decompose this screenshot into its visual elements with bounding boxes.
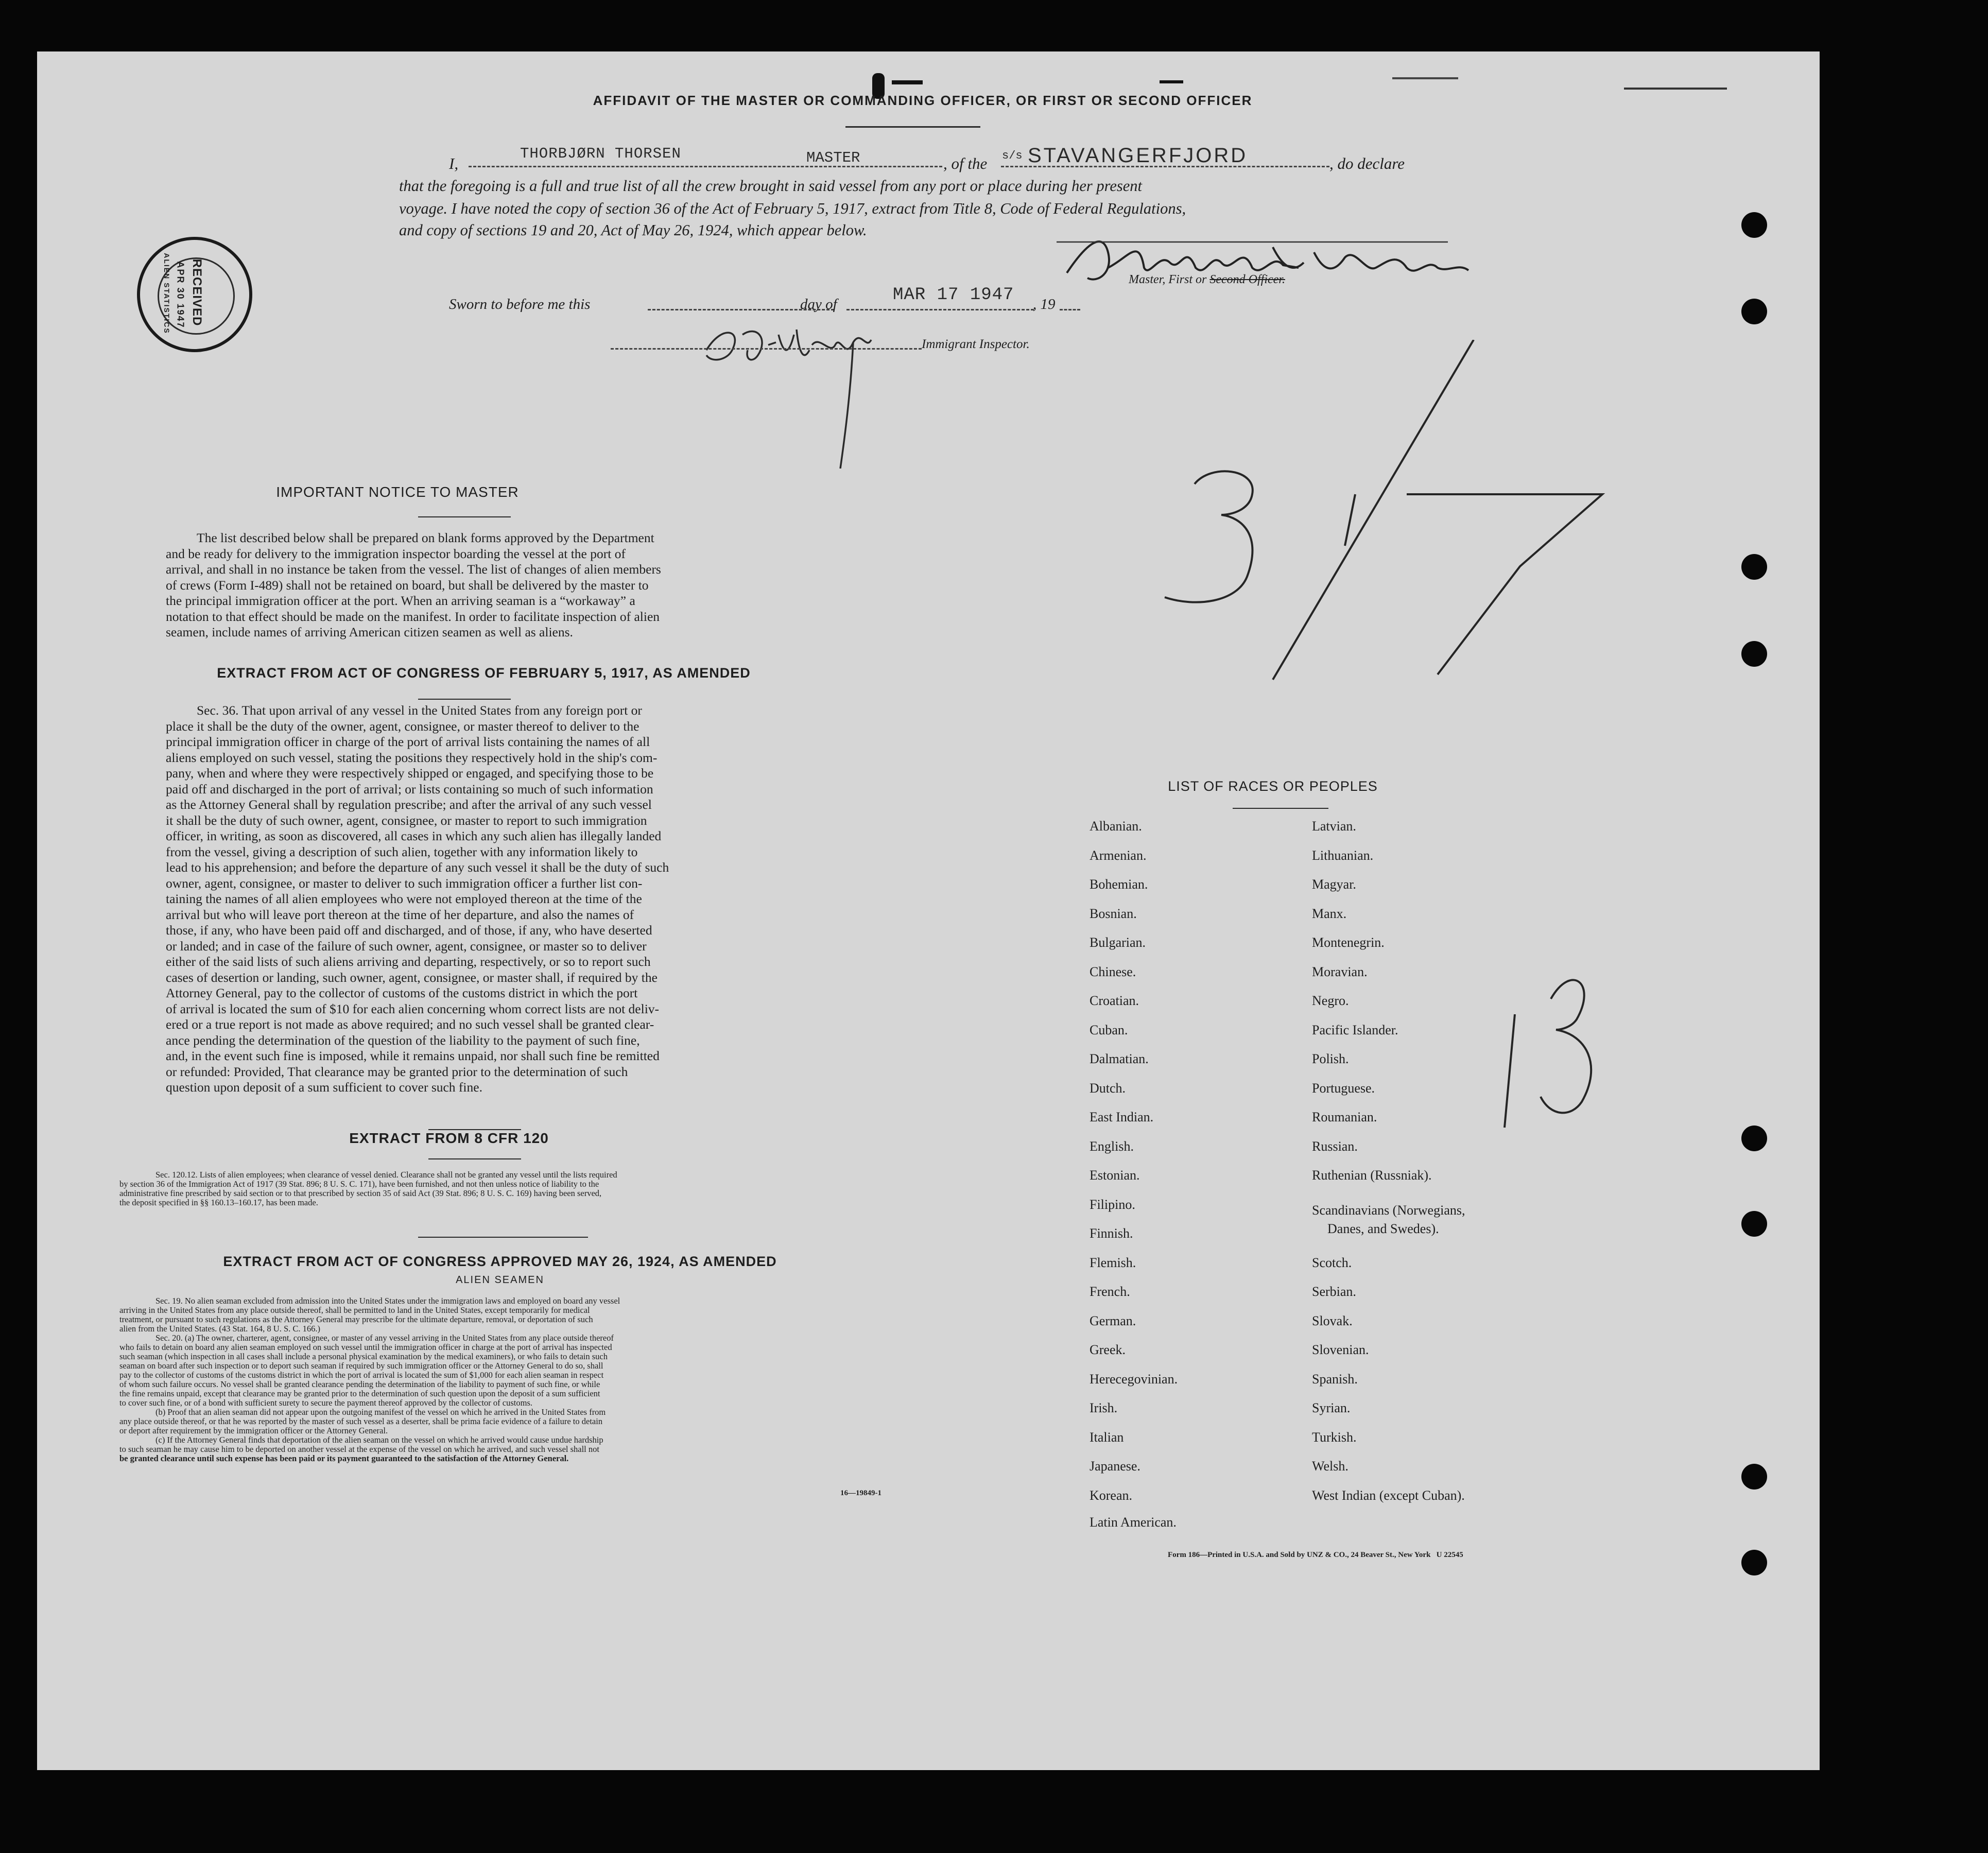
extract-1917-body — [166, 703, 802, 1096]
race-item: Slovak. — [1312, 1313, 1353, 1328]
extract-1924-line: alien from the United States. (43 Stat. 164, 8 U. S. C. 166.) — [119, 1324, 320, 1334]
scan-mark — [1624, 88, 1727, 90]
extract-1924-body — [119, 1296, 880, 1463]
extract-1917-line: it shall be the duty of such owner, agent, consignee, or master to report to such immigration — [166, 812, 647, 828]
cfr-rule — [428, 1158, 521, 1159]
race-item: Bulgarian. — [1090, 935, 1146, 950]
title-rule — [845, 126, 980, 128]
extract-1924-line: or deport after requirement by the immigration officer or the Attorney General. — [119, 1426, 388, 1435]
of-the-label: , of the — [943, 154, 988, 172]
race-item: Magyar. — [1312, 877, 1356, 892]
inspector-signature — [676, 314, 943, 469]
extract-1924-line: seaman on board after such inspection or to deport such seaman if required by such immigration officer or the Attorney General to do so, shall — [119, 1361, 603, 1371]
race-item: Greek. — [1090, 1342, 1126, 1357]
extract-1917-rule — [418, 699, 511, 700]
race-item: West Indian (except Cuban). — [1312, 1488, 1465, 1503]
notice-title: IMPORTANT NOTICE TO MASTER — [276, 484, 519, 500]
race-item: Dutch. — [1090, 1081, 1126, 1096]
race-item: Italian — [1090, 1430, 1124, 1445]
extract-1924-title: EXTRACT FROM ACT OF CONGRESS APPROVED MAY 26, 1924, AS AMENDED — [223, 1254, 777, 1269]
extract-1917-line: arrival but who will leave port thereon at the time of her departure, and also the names of — [166, 907, 634, 922]
extract-1924-line: Sec. 19. No alien seaman excluded from admission into the United States under the immigration laws and employed on board any vessel — [155, 1296, 620, 1306]
declaration-line-1: that the foregoing is a full and true list of all the crew brought in said vessel from any port or place during her present — [399, 177, 1143, 195]
printer-footer: Form 186—Printed in U.S.A. and Sold by UNZ & CO., 24 Beaver St., New York U 22545 — [1168, 1551, 1463, 1559]
race-item: Irish. — [1090, 1400, 1118, 1415]
race-item: Roumanian. — [1312, 1110, 1377, 1124]
extract-1917-line: aliens employed on such vessel, stating the positions they respectively hold in the ship's com- — [166, 750, 658, 765]
extract-1924-line: of whom such failure occurs. No vessel shall be granted clearance pending the determination of the liability to payment of such fine, or while — [119, 1379, 600, 1389]
extract-1924-line: any place outside thereof, or that he was reported by the master of such vessel as a deserter, shall be prima facie evidence of a failure to detain — [119, 1416, 603, 1426]
extract-1917-line: or refunded: Provided, That clearance may be granted prior to the determination of such — [166, 1064, 628, 1079]
handwritten-date-mark — [1118, 340, 1613, 741]
year-field-line — [1060, 309, 1080, 310]
race-item: Serbian. — [1312, 1284, 1356, 1299]
extract-1917-title: EXTRACT FROM ACT OF CONGRESS OF FEBRUARY 5, 1917, AS AMENDED — [217, 665, 751, 681]
inspector-label: Immigrant Inspector. — [922, 337, 1030, 351]
race-item: Latvian. — [1312, 819, 1356, 834]
race-item: Filipino. — [1090, 1197, 1135, 1212]
name-field-line — [469, 166, 942, 167]
notice-line: of crews (Form I-489) shall not be retained on board, but shall be delivered by the master to — [166, 577, 649, 593]
master-name: THORBJØRN THORSEN — [520, 145, 681, 162]
race-item: Manx. — [1312, 906, 1347, 921]
extract-1924-top-rule — [418, 1237, 588, 1238]
punch-hole — [1741, 554, 1767, 580]
declaration-line-2: voyage. I have noted the copy of section 36 of the Act of February 5, 1917, extract from Title 8, Code of Federal Regulations, — [399, 200, 1186, 217]
races-title: LIST OF RACES OR PEOPLES — [1168, 778, 1378, 794]
document-page — [37, 51, 1820, 1770]
day-of-label: day of — [800, 296, 837, 313]
race-item: Moravian. — [1312, 964, 1368, 979]
notice-line: seamen, include names of arriving American citizen seamen as well as aliens. — [166, 625, 573, 639]
race-item: Flemish. — [1090, 1255, 1136, 1270]
race-item: Scandinavians (Norwegians, — [1312, 1203, 1465, 1218]
extract-1917-line: paid off and discharged in the port of arrival; or lists containing so much of such information — [166, 781, 653, 796]
extract-1917-line: pany, when and where they were respectively shipped or engaged, and specifying those to be — [166, 766, 654, 781]
race-item: East Indian. — [1090, 1110, 1154, 1124]
do-declare-label: , do declare — [1329, 154, 1405, 172]
notice-line: The list described below shall be prepared on blank forms approved by the Department — [197, 530, 654, 545]
race-item: Welsh. — [1312, 1459, 1349, 1474]
race-item: Danes, and Swedes). — [1327, 1221, 1439, 1236]
notice-line: arrival, and shall in no instance be taken from the vessel. The list of changes of alien members — [166, 562, 661, 577]
punch-hole — [1741, 299, 1767, 324]
signature-caption-struck: Second Officer. — [1209, 273, 1285, 286]
punch-hole — [1741, 1464, 1767, 1490]
race-item: Pacific Islander. — [1312, 1023, 1398, 1037]
extract-cfr-line: by section 36 of the Immigration Act of 1917 (39 Stat. 896; 8 U. S. C. 171), have been furnished, and not then unless notice of liability to the — [119, 1179, 599, 1189]
signature-caption — [1129, 273, 1285, 287]
extract-1917-line: lead to his apprehension; and before the departure of any such vessel it shall be the duty of such — [166, 860, 669, 875]
extract-1924-line: the fine remains unpaid, except that clearance may be granted prior to the determination of such question upon the deposit of a sum sufficient — [119, 1389, 600, 1398]
race-item: Estonian. — [1090, 1168, 1140, 1183]
extract-1917-line: from the vessel, giving a description of such alien, together with any information likely to — [166, 844, 638, 859]
race-item: French. — [1090, 1284, 1130, 1299]
extract-1924-subtitle: ALIEN SEAMEN — [456, 1274, 544, 1286]
race-item: German. — [1090, 1313, 1136, 1328]
stamp-text-sub: ALIEN STATISTICS — [163, 253, 171, 334]
race-item: Bosnian. — [1090, 906, 1137, 921]
extract-1917-line: Sec. 36. That upon arrival of any vessel in the United States from any foreign port or — [197, 703, 642, 718]
race-item: Albanian. — [1090, 819, 1142, 834]
declaration-line-3: and copy of sections 19 and 20, Act of May 26, 1924, which appear below. — [399, 221, 867, 239]
race-item: Korean. — [1090, 1488, 1133, 1503]
race-item: Herecegovinian. — [1090, 1372, 1178, 1387]
notice-body — [166, 530, 802, 640]
race-item: Latin American. — [1090, 1515, 1177, 1530]
extract-cfr-title: EXTRACT FROM 8 CFR 120 — [349, 1130, 549, 1146]
handwritten-count-mark — [1494, 963, 1613, 1133]
scan-mark — [1160, 80, 1183, 83]
notice-line: and be ready for delivery to the immigration inspector boarding the vessel at the port of — [166, 546, 626, 561]
notice-line: notation to that effect should be made on the manifest. In order to facilitate inspection of alien — [166, 609, 660, 624]
punch-hole — [1741, 1125, 1767, 1151]
extract-1917-line: principal immigration officer in charge of the port of arrival lists containing the names of all — [166, 734, 650, 749]
sworn-label: Sworn to before me this — [449, 296, 591, 313]
punch-hole — [1741, 212, 1767, 238]
extract-1917-line: cases of desertion or landing, such owner, agent, consignee, or master shall, if required by the — [166, 969, 658, 985]
races-rule — [1233, 808, 1328, 809]
extract-1924-line: treatment, or pursuant to such regulations as the Attorney General may prescribe for the ultimate departure, removal, or deportation of such — [119, 1314, 593, 1324]
extract-cfr-line: Sec. 120.12. Lists of alien employees; when clearance of vessel denied. Clearance shall not be granted any vessel until the lists required — [155, 1170, 617, 1180]
race-item: Montenegrin. — [1312, 935, 1385, 950]
race-item: English. — [1090, 1139, 1134, 1154]
race-item: Turkish. — [1312, 1430, 1357, 1445]
year-suffix: , 19 — [1033, 296, 1056, 313]
signature-caption-prefix: Master, First or — [1129, 273, 1207, 286]
ss-prefix: s/s — [1002, 149, 1023, 162]
extract-1917-line: owner, agent, consignee, or master to deliver to such immigration officer a further list con- — [166, 875, 643, 891]
extract-cfr-line: the deposit specified in §§ 160.13–160.17, has been made. — [119, 1198, 318, 1207]
race-item: Negro. — [1312, 993, 1349, 1008]
race-item: Syrian. — [1312, 1400, 1351, 1415]
race-item: Chinese. — [1090, 964, 1136, 979]
inspector-field-line — [611, 348, 922, 350]
month-field-line — [846, 309, 1034, 310]
extract-1917-line: or landed; and in case of the failure of such owner, agent, consignee, or master so to deliver — [166, 938, 647, 954]
extract-1924-line: to such seaman he may cause him to be deported on another vessel at the expense of the vessel on which he arrived, and such vessel shall not — [119, 1444, 599, 1454]
extract-1924-line: be granted clearance until such expense has been paid or its payment guaranteed to the satisfaction of the Attorney General. — [119, 1453, 569, 1463]
extract-1924-line: who fails to detain on board any alien seaman employed on such vessel until the immigration officer in charge at the port of arrival has inspected — [119, 1342, 612, 1352]
form-number: 16—19849-1 — [840, 1489, 881, 1497]
extract-1924-line: Sec. 20. (a) The owner, charterer, agent, consignee, or master of any vessel arriving in the United States from any place outside thereof — [155, 1333, 614, 1343]
race-item: Lithuanian. — [1312, 848, 1374, 863]
scan-mark — [892, 80, 923, 84]
stamp-text-date: APR 30 1947 — [175, 261, 186, 328]
extract-1924-line: to cover such fine, or of a bond with sufficient surety to secure the payment thereof approved by the collector of customs. — [119, 1398, 532, 1408]
race-item: Armenian. — [1090, 848, 1147, 863]
sworn-date: MAR 17 1947 — [893, 285, 1014, 305]
extract-1924-line: (b) Proof that an alien seaman did not appear upon the outgoing manifest of the vessel on which he arrived in the United States from — [155, 1407, 606, 1417]
race-item: Croatian. — [1090, 993, 1139, 1008]
race-item: Finnish. — [1090, 1226, 1133, 1241]
extract-cfr-line: administrative fine prescribed by said section or to that prescribed by section 35 of said Act (39 Stat. 896; 8 U. S. C. 169) having been served, — [119, 1188, 602, 1198]
extract-1917-line: place it shall be the duty of the owner, agent, consignee, or master thereof to deliver to the — [166, 718, 639, 734]
stamp-text-main: RECEIVED — [190, 258, 204, 326]
race-item: Bohemian. — [1090, 877, 1148, 892]
received-stamp — [137, 237, 252, 352]
i-label: I, — [449, 154, 459, 172]
master-rank: MASTER — [806, 149, 860, 166]
extract-1917-line: taining the names of all alien employees who were not employed thereon at the time of the — [166, 891, 642, 906]
extract-1917-line: either of the said lists of such aliens arriving and departing, respectively, or so to report such — [166, 954, 651, 969]
extract-1917-line: and, in the event such fine is imposed, while it remains unpaid, nor shall such fine be remitted — [166, 1048, 660, 1063]
master-signature — [1057, 221, 1479, 299]
extract-1924-line: such seaman (which inspection in all cases shall include a personal physical examination by the medical examiners), or who fails to detain such — [119, 1352, 608, 1361]
extract-1917-line: those, if any, who have been paid off and discharged, and of those, if any, who have deserted — [166, 923, 652, 938]
extract-1917-line: ance pending the determination of the question of the liability to the payment of such fine, — [166, 1032, 640, 1048]
race-item: Portuguese. — [1312, 1081, 1375, 1096]
extract-1924-line: pay to the collector of customs of the customs district in which the port of arrival is located the sum of $1,000 for each alien seaman in respect — [119, 1370, 604, 1380]
extract-1924-line: (c) If the Attorney General finds that deportation of the alien seaman on the vessel on which he arrived would cause undue hardship — [155, 1435, 603, 1445]
punch-hole — [1741, 1211, 1767, 1237]
punch-hole — [1741, 1550, 1767, 1575]
extract-1917-line: Attorney General, pay to the collector of customs of the customs district in which the port — [166, 985, 638, 1000]
race-item: Dalmatian. — [1090, 1051, 1149, 1066]
notice-line: the principal immigration officer at the port. When an arriving seaman is a “workaway” a — [166, 593, 635, 608]
scan-mark — [1392, 77, 1458, 79]
race-item: Polish. — [1312, 1051, 1349, 1066]
vessel-name: STAVANGERFJORD — [1028, 144, 1248, 167]
affidavit-title: AFFIDAVIT OF THE MASTER OR COMMANDING OFFICER, OR FIRST OR SECOND OFFICER — [593, 93, 1253, 108]
race-item: Ruthenian (Russniak). — [1312, 1168, 1432, 1183]
extract-cfr-body — [119, 1170, 880, 1207]
race-item: Japanese. — [1090, 1459, 1140, 1474]
race-item: Russian. — [1312, 1139, 1358, 1154]
race-item: Scotch. — [1312, 1255, 1352, 1270]
extract-1917-line: officer, in writing, as soon as discovered, all cases in which any such alien has illegally landed — [166, 828, 662, 843]
extract-1917-line: of arrival is located the sum of $10 for each alien concerning whom correct lists are not deliv- — [166, 1001, 660, 1016]
extract-1917-line: question upon deposit of a sum sufficient to cover such fine. — [166, 1080, 482, 1095]
extract-1917-line: ered or a true report is not made as above required; and no such vessel shall be granted clear- — [166, 1017, 654, 1032]
race-item: Cuban. — [1090, 1023, 1128, 1037]
extract-1917-line: as the Attorney General shall by regulation prescribe; and after the arrival of any such vessel — [166, 797, 652, 812]
race-item: Slovenian. — [1312, 1342, 1369, 1357]
notice-rule — [418, 516, 511, 517]
punch-hole — [1741, 641, 1767, 667]
extract-1924-line: arriving in the United States from any place outside thereof, shall be permitted to land in the United States, except temporarily for medical — [119, 1305, 590, 1315]
race-item: Spanish. — [1312, 1372, 1358, 1387]
